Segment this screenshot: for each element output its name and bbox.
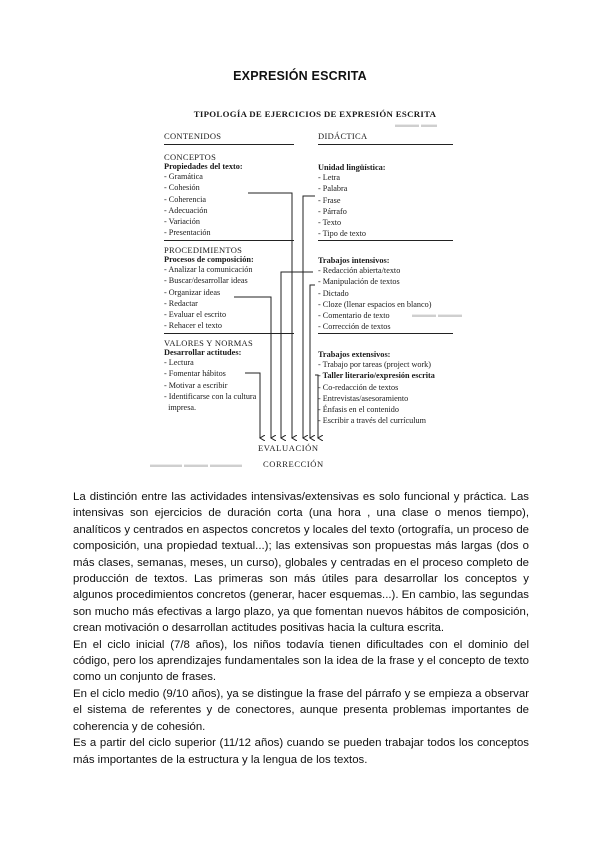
section-sublabel: Propiedades del texto:	[164, 162, 243, 171]
column-heading-didactica: DIDÁCTICA	[318, 131, 368, 141]
column-heading-contenidos: CONTENIDOS	[164, 131, 222, 141]
list-item: - Coherencia	[164, 194, 207, 204]
section-sublabel: Unidad lingüística:	[318, 163, 386, 172]
list-item: - Manipulación de textos	[318, 277, 400, 287]
list-item: - Organizar ideas	[164, 287, 221, 297]
list-item: - Motivar a escribir	[164, 380, 228, 390]
list-item: - Dictado	[318, 288, 349, 298]
list-item: impresa.	[164, 403, 197, 413]
list-item: - Palabra	[318, 184, 348, 194]
list-item: - Tipo de texto	[318, 229, 366, 239]
section-sublabel: Trabajos extensivos:	[318, 350, 391, 359]
section-label: VALORES Y NORMAS	[164, 338, 254, 348]
list-item: - Gramática	[164, 172, 203, 181]
list-item: - Analizar la comunicación	[164, 265, 253, 274]
list-item: - Texto	[318, 218, 342, 228]
list-item: - Trabajo por tareas (project work)	[318, 360, 431, 369]
section-sublabel: Desarrollar actitudes:	[164, 348, 242, 357]
list-item: - Cohesión	[164, 183, 200, 193]
section-sublabel: Trabajos intensivos:	[318, 256, 390, 265]
list-item: - Redacción abierta/texto	[318, 266, 401, 275]
list-item: - Co-redacción de textos	[318, 382, 399, 392]
list-item: - Presentación	[164, 228, 211, 238]
list-item: - Corrección de textos	[318, 322, 391, 332]
bleed-through: ▬▬▬▬ ▬▬▬ ▬▬▬▬	[150, 460, 242, 469]
list-item: - Letra	[318, 173, 341, 182]
list-item: - Párrafo	[318, 206, 347, 216]
list-item: - Cloze (llenar espacios en blanco)	[318, 299, 432, 309]
paragraph: En el ciclo medio (9/10 años), ya se distingue la frase del párrafo y se empieza a observar el sistema de referentes y de conectores, aunque presenta problemas importantes de coherencia y de cohesión.	[73, 687, 529, 733]
list-item: - Redactar	[164, 298, 198, 308]
diagram-heading: TIPOLOGÍA DE EJERCICIOS DE EXPRESIÓN ESCRITA	[193, 109, 437, 119]
paragraph: Es a partir del ciclo superior (11/12 años) cuando se pueden trabajar todos los conceptos más importantes de la estructura y la lengua de los textos.	[73, 737, 529, 766]
connector-arrows	[150, 100, 480, 475]
list-item: - Adecuación	[164, 205, 208, 215]
body-text	[73, 489, 529, 768]
list-item: - Buscar/desarrollar ideas	[164, 276, 248, 286]
typology-diagram	[150, 100, 480, 475]
list-item: - Comentario de texto	[318, 311, 390, 321]
list-item: - Entrevistas/asesoramiento	[318, 393, 409, 403]
section-label: PROCEDIMIENTOS	[164, 245, 243, 255]
page-title: EXPRESIÓN ESCRITA	[233, 69, 367, 83]
list-item: - Identificarse con la cultura	[164, 391, 257, 401]
list-item: - Taller literario/expresión escrita	[318, 371, 435, 381]
section-sublabel: Procesos de composición:	[164, 255, 254, 264]
evaluation-label: EVALUACIÓN	[258, 443, 319, 453]
list-item: - Rehacer el texto	[164, 321, 222, 331]
list-item: - Escribir a través del currículum	[318, 416, 426, 426]
list-item: - Frase	[318, 195, 341, 205]
bleed-through: ▬▬▬ ▬▬	[395, 120, 437, 129]
list-item: - Énfasis en el contenido	[318, 405, 399, 415]
paragraph: La distinción entre las actividades intensivas/extensivas es solo funcional y práctica. Las intensivas son ejercicios de duración corta (una hora , una clase o menos tiempo), analíticos y centrados en aspectos concretos y locales del texto (ortografía, un proceso de composición, una propiedad textual...); las extensivas son propuestas más largas (dos o más clases, semanas, meses, un curso), globales y centradas en el proceso completo de producción de textos. Las primeras son más útiles para desarrollar los conceptos y algunos procedimientos concretos (generar, hacer esquemas...). En cambio, las segundas son mucho más efectivas a largo plazo, ya que fomentan nuevos hábitos de composición, crean motivación o desarrollan actitudes positivas hacia la cultura escrita.	[73, 491, 529, 635]
paragraph: En el ciclo inicial (7/8 años), los niños todavía tienen dificultades con el dominio del código, pero los aprendizajes fundamentales son la idea de la frase y el concepto de texto como un conjunto de frases.	[73, 638, 529, 684]
bleed-through: ▬▬▬ ▬▬▬	[412, 310, 462, 319]
list-item: - Fomentar hábitos	[164, 369, 226, 379]
list-item: - Lectura	[164, 358, 194, 367]
list-item: - Variación	[164, 217, 200, 227]
correction-label: CORRECCIÓN	[263, 459, 324, 469]
section-label: CONCEPTOS	[164, 152, 217, 162]
list-item: - Evaluar el escrito	[164, 310, 227, 320]
